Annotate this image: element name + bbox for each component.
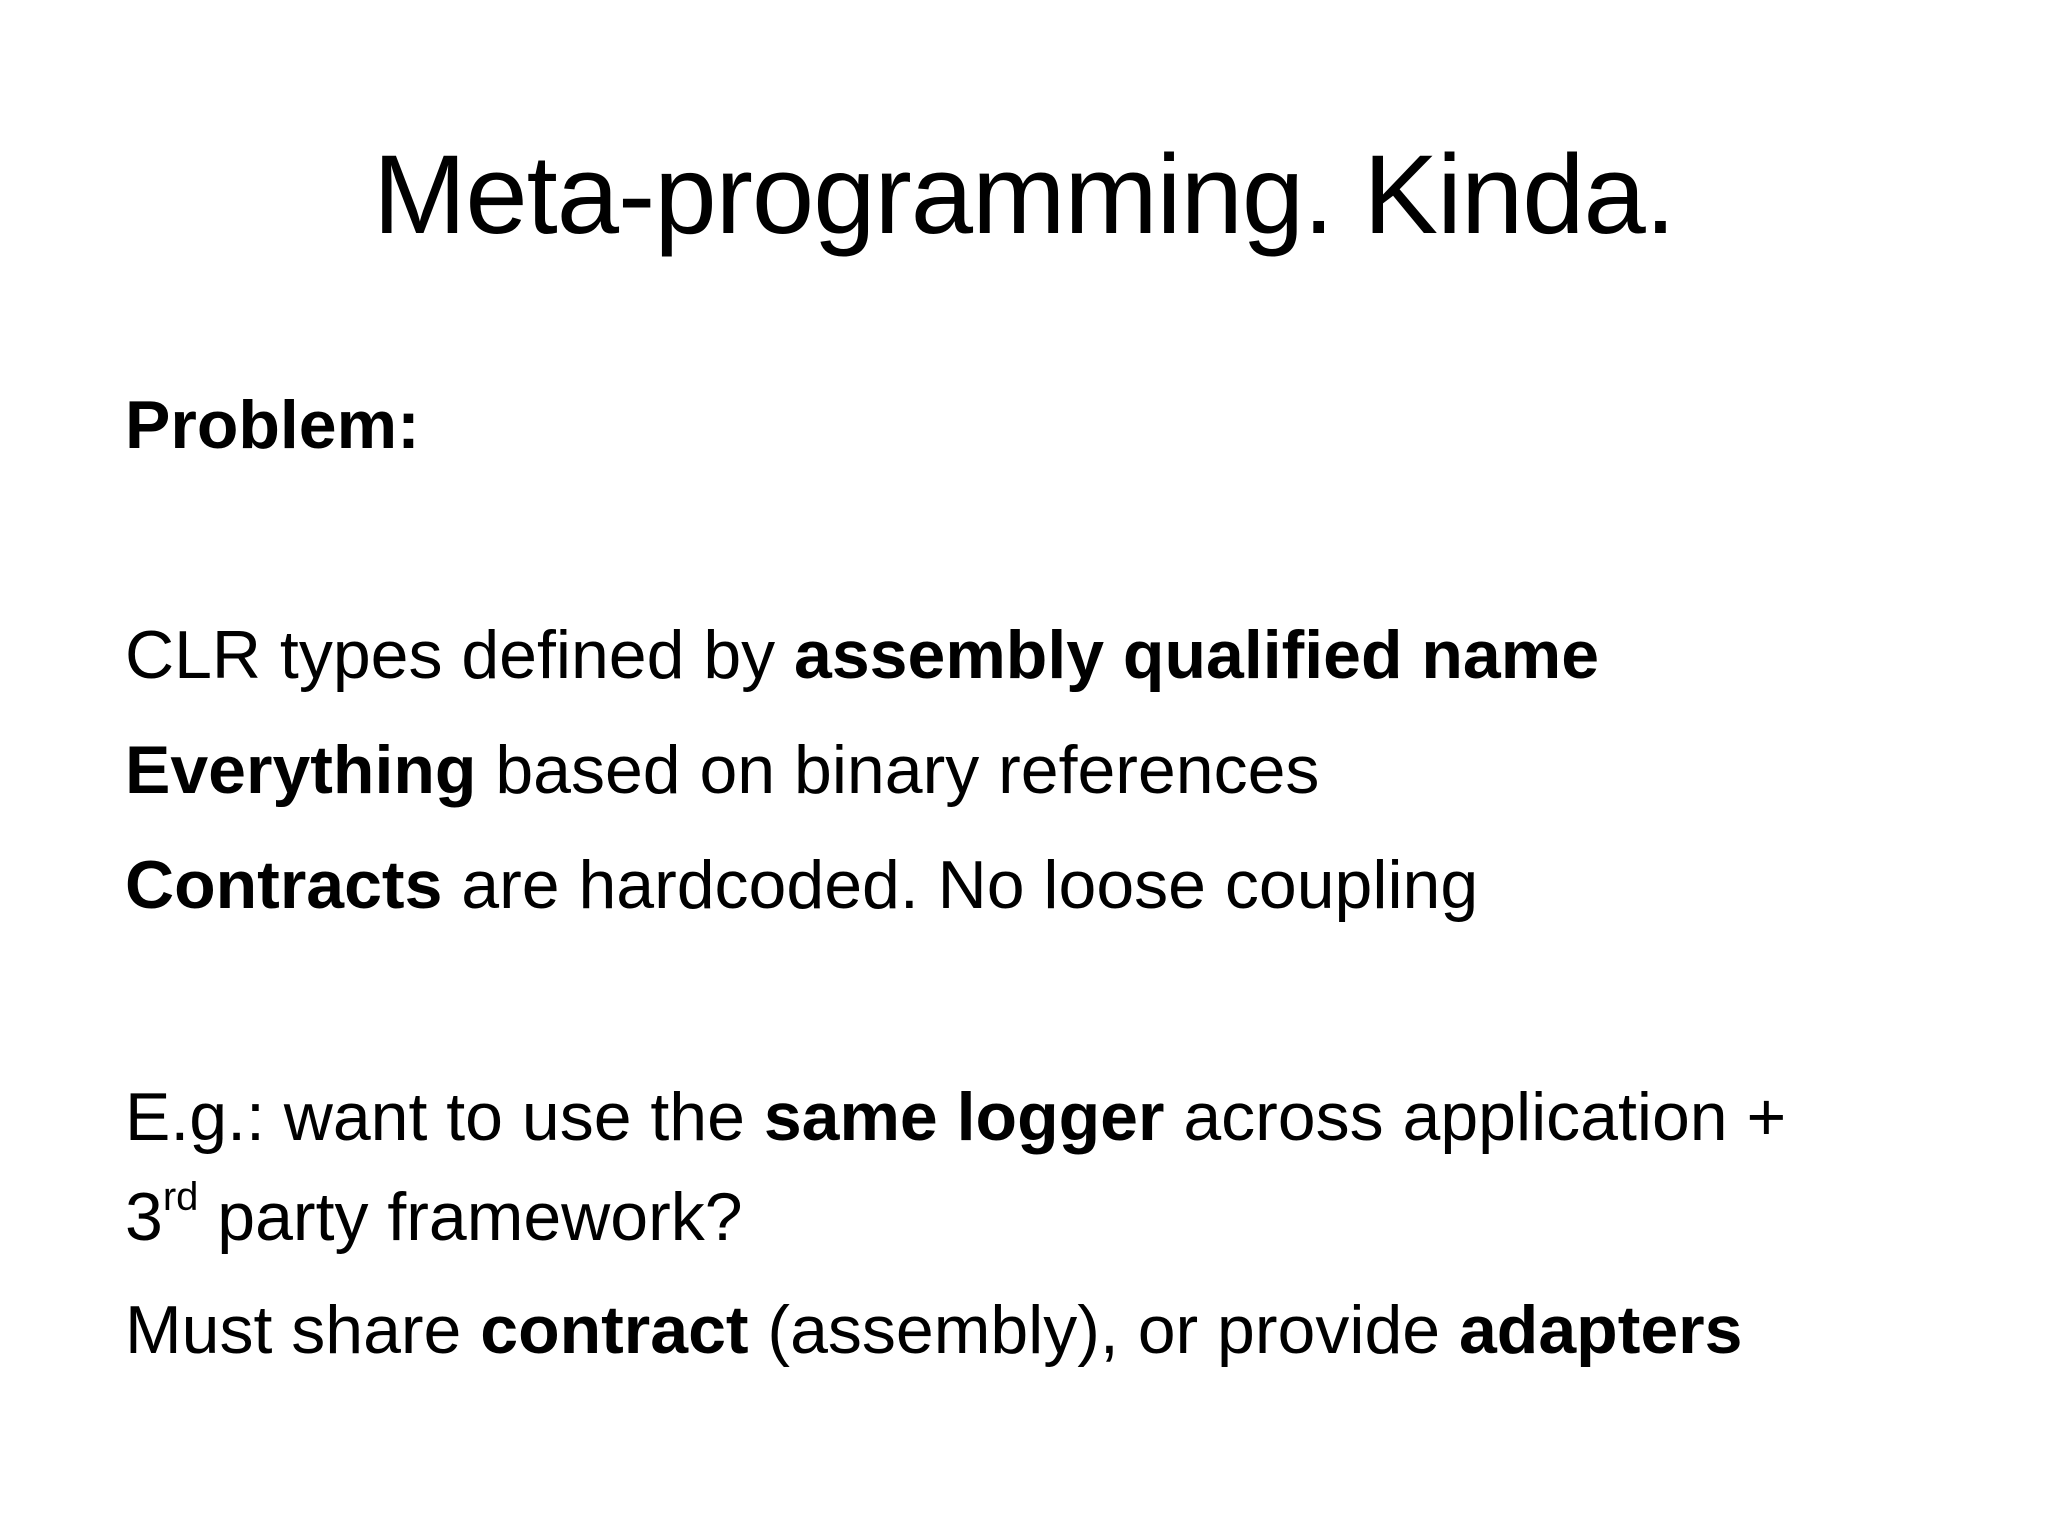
example-line-continued-text: party framework? <box>198 1179 743 1255</box>
slide-title: Meta-programming. Kinda. <box>373 132 1675 257</box>
example-line <box>125 1077 1945 1157</box>
example-ordinal-number: 3 <box>125 1179 163 1255</box>
example-line-bold: same logger <box>763 1079 1165 1155</box>
must-share-line <box>125 1290 1945 1370</box>
bullet-everything-text: based on binary references <box>476 732 1320 808</box>
bullet-clr-types <box>125 615 1945 695</box>
example-line-post: across application + <box>1164 1079 1787 1155</box>
example-line-pre: E.g.: want to use the <box>125 1079 764 1155</box>
bullet-everything-bold: Everything <box>125 732 477 808</box>
example-line-continued <box>125 1177 1945 1257</box>
bullet-clr-types-text: CLR types defined by <box>125 617 795 693</box>
bullet-everything <box>125 730 1945 810</box>
bullet-contracts <box>125 845 1945 925</box>
example-ordinal-suffix: rd <box>162 1175 199 1220</box>
problem-heading: Problem: <box>125 387 420 463</box>
must-share-mid: (assembly), or provide <box>748 1292 1459 1368</box>
must-share-pre: Must share <box>125 1292 481 1368</box>
bullet-contracts-bold: Contracts <box>125 847 443 923</box>
bullet-clr-types-bold: assembly qualified name <box>794 617 1600 693</box>
bullet-contracts-text: are hardcoded. No loose coupling <box>442 847 1479 923</box>
must-share-contract: contract <box>480 1292 749 1368</box>
must-share-adapters: adapters <box>1458 1292 1743 1368</box>
